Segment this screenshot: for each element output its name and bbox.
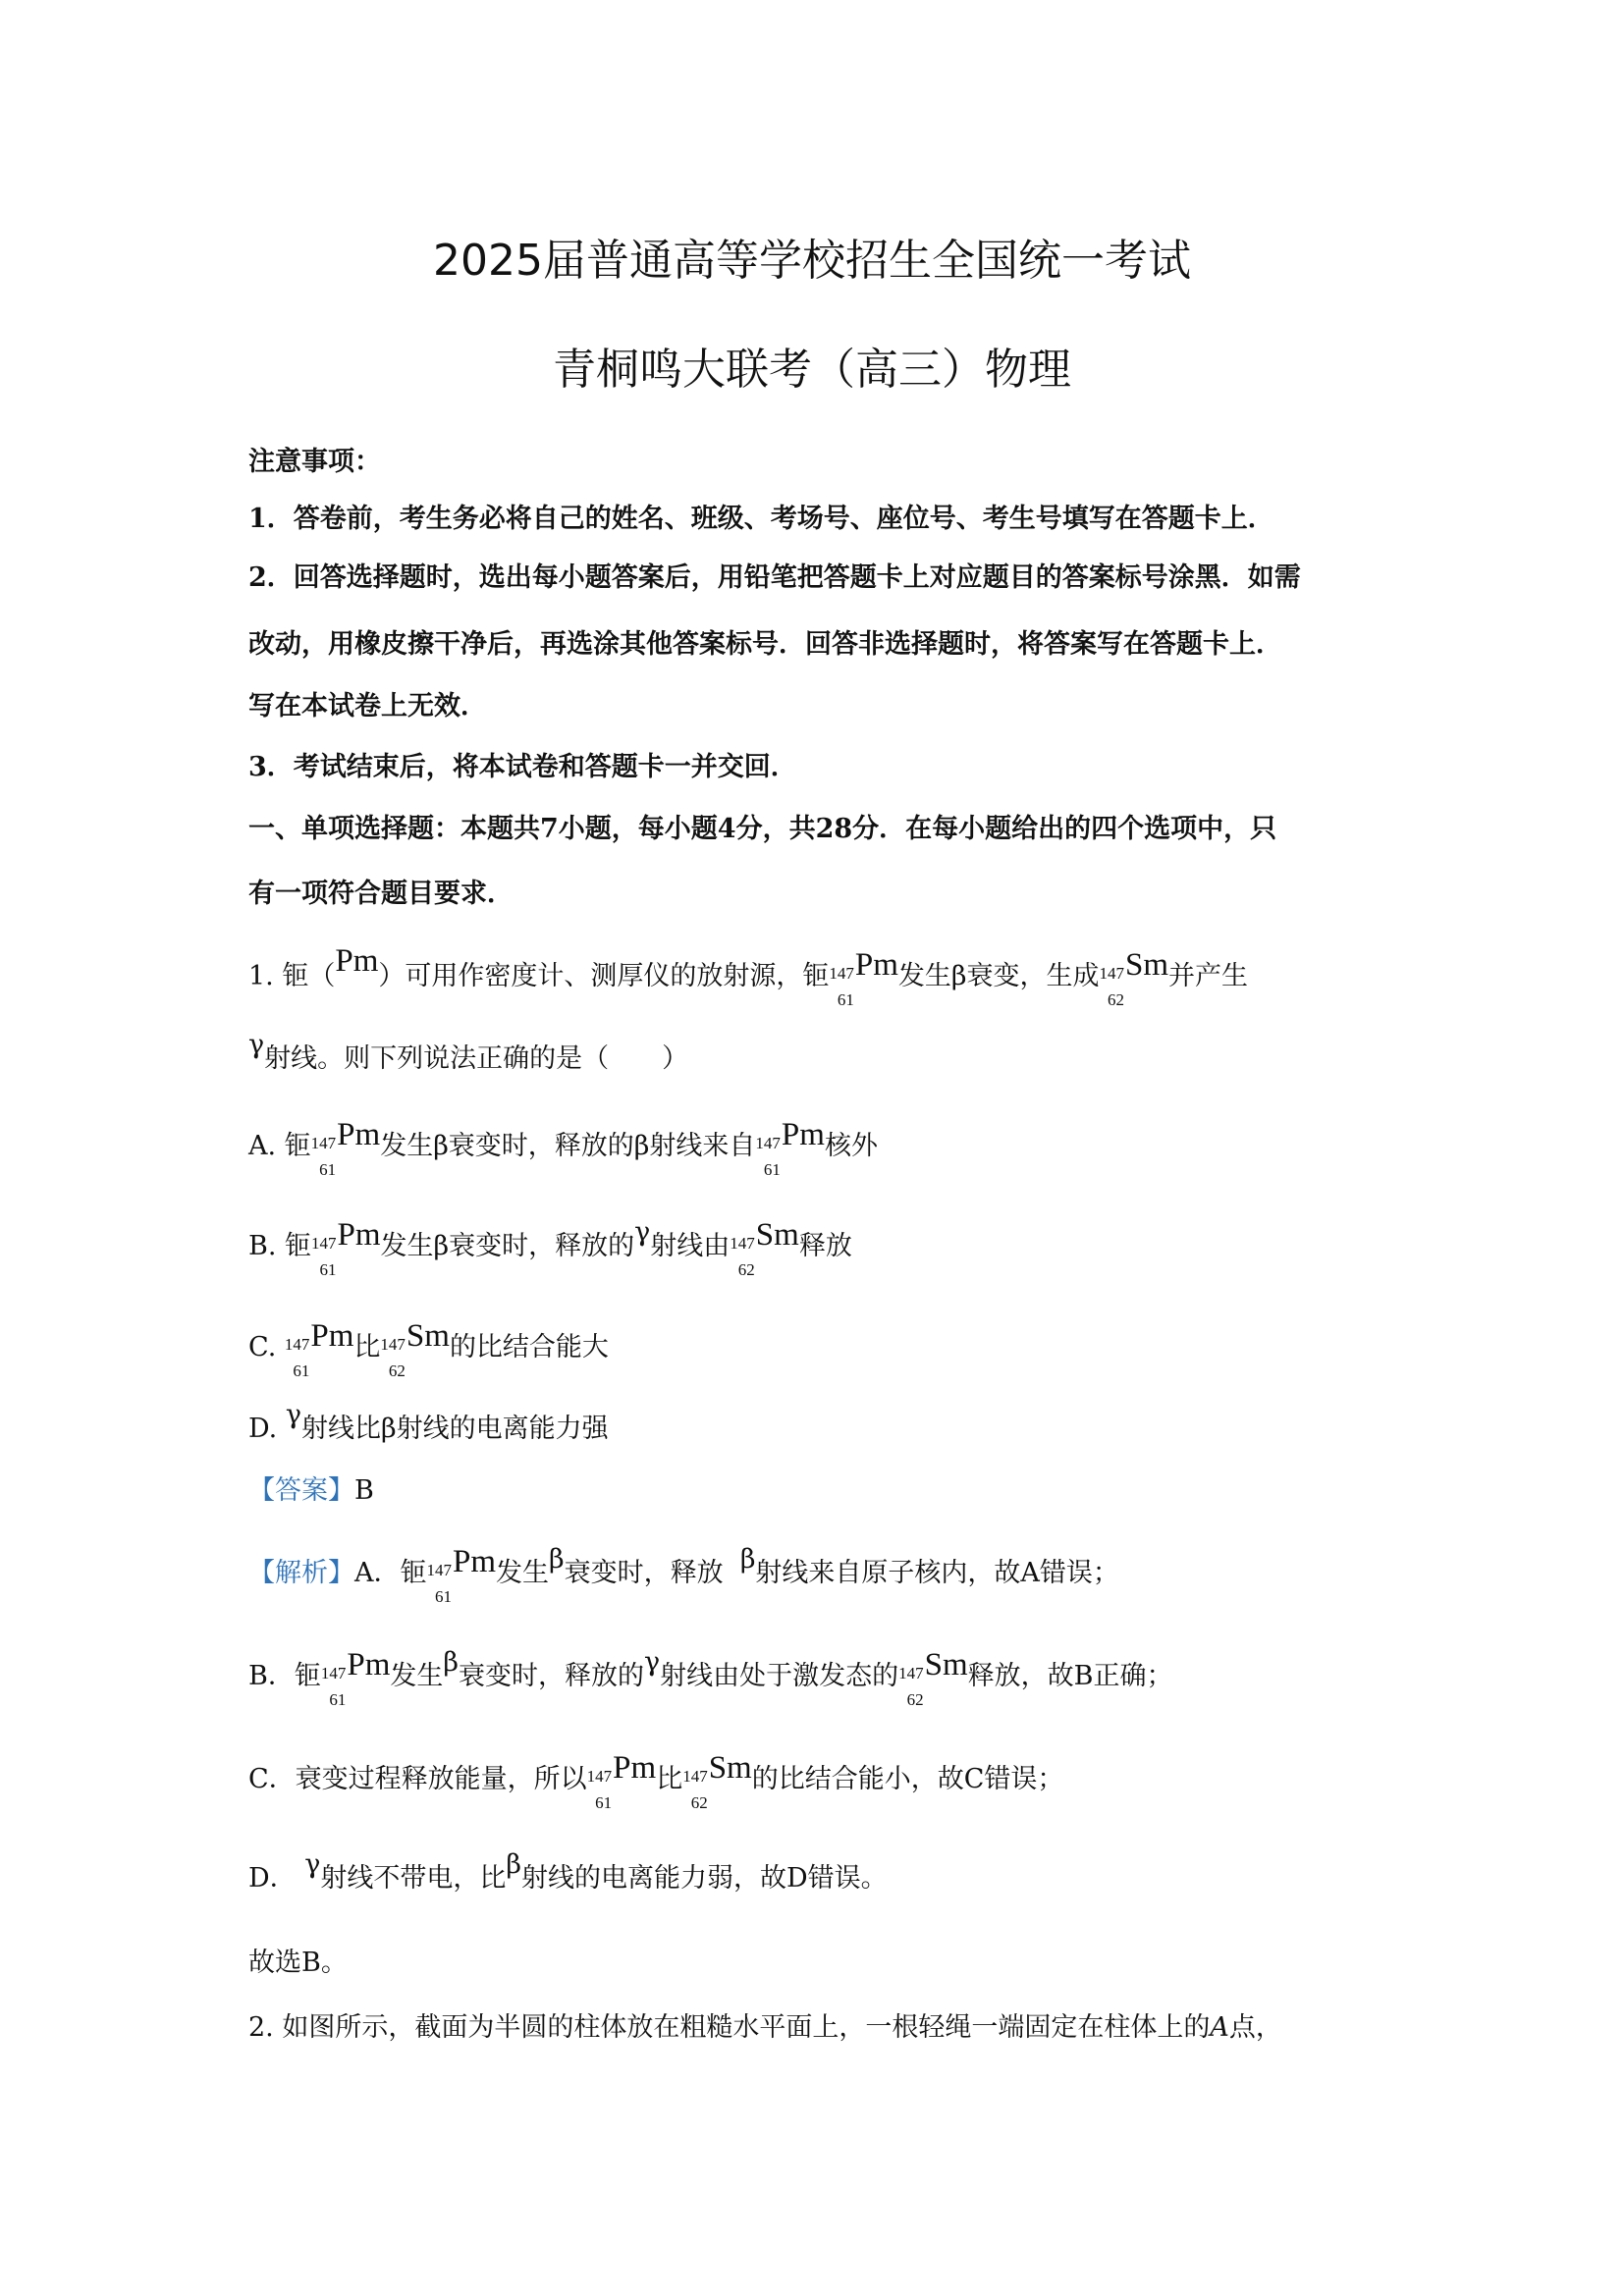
option-a: A. 钷 147 61 Pm发生β衰变时，释放的β射线来自 147 61 Pm核外 xyxy=(248,1129,878,1184)
beta-symbol: β xyxy=(443,1647,459,1678)
exam-title: 2025届普通高等学校招生全国统一考试 xyxy=(433,236,1191,286)
nuclide-pm-147: 147 61 Pm xyxy=(586,1750,657,1812)
gamma-symbol: γ xyxy=(248,1030,265,1060)
pm-symbol: Pm xyxy=(335,943,379,979)
nuclide-sm-147: 147 62 Sm xyxy=(898,1647,968,1709)
gamma-symbol: γ xyxy=(643,1647,661,1678)
analysis-d: D． γ射线不带电，比β射线的电离能力弱，故D错误。 xyxy=(248,1849,888,1894)
question-1-line-2: γ射线。则下列说法正确的是（ ） xyxy=(248,1030,689,1074)
nuclide-sm-147: 147 62 Sm xyxy=(730,1217,799,1279)
option-d: D. γ射线比β射线的电离能力强 xyxy=(248,1400,609,1444)
answer-value: B xyxy=(354,1475,374,1506)
note-2-line-2: 改动，用橡皮擦干净后，再选涂其他答案标号．回答非选择题时，将答案写在答题卡上． xyxy=(248,629,1282,660)
analysis-c: C．衰变过程释放能量，所以 147 61 Pm比 147 62 Sm的比结合能小，故C错误； xyxy=(248,1762,1063,1817)
beta-symbol: β xyxy=(739,1544,756,1575)
nuclide-sm-147: 147 62 Sm xyxy=(682,1750,752,1812)
point-a-label: A xyxy=(1210,2012,1229,2043)
option-c: C. 147 61 Pm比 147 62 Sm的比结合能大 xyxy=(248,1330,609,1385)
note-1: 1．答卷前，考生务必将自己的姓名、班级、考场号、座位号、考生号填写在答题卡上． xyxy=(248,504,1274,534)
analysis-label: 【解析】 xyxy=(248,1558,354,1588)
nuclide-pm-147: 147 61 Pm xyxy=(284,1318,354,1380)
note-2-line-3: 写在本试卷上无效． xyxy=(248,691,487,721)
analysis-conclusion: 故选B。 xyxy=(248,1948,348,1978)
exam-subtitle: 青桐鸣大联考（高三）物理 xyxy=(553,345,1071,395)
analysis-a: 【解析】A．钷 147 61 Pm发生β衰变时，释放 β射线来自原子核内，故A错误； xyxy=(248,1556,1119,1611)
nuclide-sm-147: 147 62 Sm xyxy=(1099,947,1169,1009)
note-3: 3．考试结束后，将本试卷和答题卡一并交回． xyxy=(248,752,797,782)
gamma-symbol: γ xyxy=(304,1849,321,1880)
answer-line xyxy=(248,1477,374,1504)
question-1-line-1: 1. 钷（Pm）可用作密度计、测厚仪的放射源，钷 147 61 Pm发生β衰变，生成 147 62 Sm并产生 xyxy=(248,959,1248,1014)
section-1-heading-line-1: 一、单项选择题：本题共7小题，每小题4分，共28分．在每小题给出的四个选项中，只 xyxy=(248,814,1277,844)
nuclide-pm-147: 147 61 Pm xyxy=(311,1217,381,1279)
question-2-line-1: 2. 如图所示，截面为半圆的柱体放在粗糙水平面上，一根轻绳一端固定在柱体上的A点， xyxy=(248,2012,1282,2043)
nuclide-pm-147: 147 61 Pm xyxy=(310,1117,381,1179)
option-b: B. 钷 147 61 Pm发生β衰变时，释放的γ射线由 147 62 Sm释放 xyxy=(248,1229,852,1284)
gamma-symbol: γ xyxy=(634,1217,651,1248)
nuclide-pm-147: 147 61 Pm xyxy=(829,947,898,1009)
analysis-b: B．钷 147 61 Pm发生β衰变时，释放的γ射线由处于激发态的 147 62 Sm释放，故B正确； xyxy=(248,1659,1173,1714)
notes-heading: 注意事项： xyxy=(248,447,381,477)
beta-symbol: β xyxy=(549,1544,565,1575)
beta-symbol: β xyxy=(506,1849,521,1880)
nuclide-sm-147: 147 62 Sm xyxy=(380,1318,450,1380)
nuclide-pm-147: 147 61 Pm xyxy=(426,1544,497,1606)
section-1-heading-line-2: 有一项符合题目要求． xyxy=(248,879,514,909)
nuclide-pm-147: 147 61 Pm xyxy=(320,1647,391,1709)
answer-label: 【答案】 xyxy=(248,1475,354,1506)
nuclide-pm-147: 147 61 Pm xyxy=(755,1117,825,1179)
gamma-symbol: γ xyxy=(285,1400,301,1430)
note-2-line-1: 2．回答选择题时，选出每小题答案后，用铅笔把答题卡上对应题目的答案标号涂黑．如需 xyxy=(248,562,1301,593)
